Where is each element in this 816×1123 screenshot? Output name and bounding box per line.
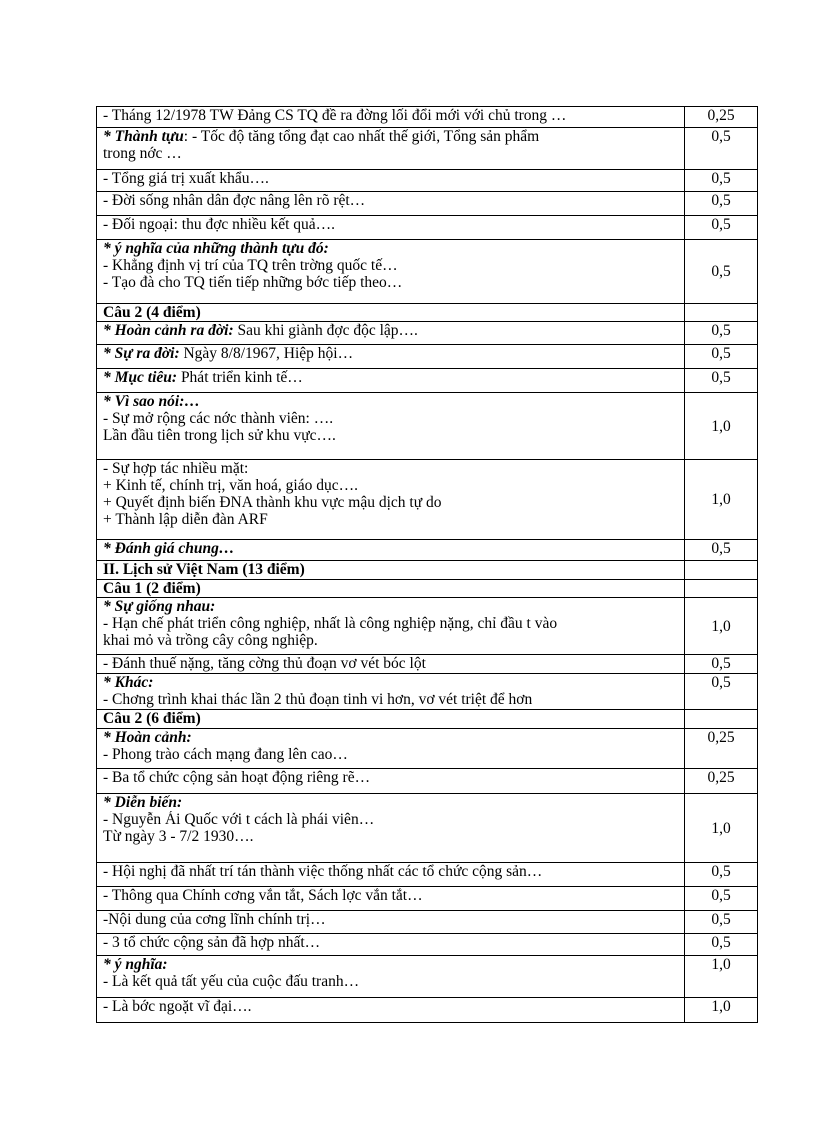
content-line: [103, 863, 678, 880]
content-line: [103, 460, 678, 477]
item-text: Từ ngày 3 - 7/2 1930….: [103, 828, 254, 845]
content-line: [103, 956, 678, 973]
content-line: [103, 691, 678, 708]
content-line: [103, 192, 678, 209]
item-text: - Tạo đà cho TQ tiến tiếp những bớc tiếp theo…: [103, 274, 403, 291]
content-line: [103, 710, 678, 727]
content-line: [103, 427, 678, 444]
content-cell: [97, 240, 685, 304]
score-cell: [685, 580, 758, 598]
section-heading: Câu 1 (2 điểm): [103, 580, 201, 597]
score-cell: 0,5: [685, 674, 758, 710]
section-heading: Câu 2 (6 điểm): [103, 710, 201, 727]
table-row: [97, 598, 758, 655]
score-cell: 0,5: [685, 170, 758, 192]
score-cell: 0,5: [685, 369, 758, 393]
content-cell: [97, 322, 685, 345]
score-cell: 0,25: [685, 729, 758, 769]
item-text: - Tháng 12/1978 TW Đảng CS TQ đề ra đờng lối đổi mới với chủ trong …: [103, 107, 567, 124]
content-cell: [97, 345, 685, 369]
table-row: [97, 863, 758, 887]
item-text: - Đối ngoại: thu đợc nhiều kết quả….: [103, 216, 336, 233]
content-cell: [97, 304, 685, 322]
score-cell: 1,0: [685, 998, 758, 1023]
content-cell: [97, 934, 685, 956]
item-text: Lần đầu tiên trong lịch sử khu vực….: [103, 427, 336, 444]
content-line: [103, 540, 678, 557]
item-text: Sau khi giành đợc độc lập….: [233, 322, 418, 339]
content-line: [103, 911, 678, 928]
item-text: trong nớc …: [103, 145, 182, 162]
table-row: [97, 240, 758, 304]
table-row: [97, 540, 758, 561]
content-line: [103, 369, 678, 386]
score-cell: 0,5: [685, 322, 758, 345]
content-cell: [97, 216, 685, 240]
content-line: [103, 170, 678, 187]
score-cell: 0,5: [685, 540, 758, 561]
content-line: [103, 511, 678, 528]
content-cell: [97, 794, 685, 863]
table-row: [97, 369, 758, 393]
content-cell: [97, 998, 685, 1023]
content-line: [103, 322, 678, 339]
item-text: + Quyết định biến ĐNA thành khu vực mậu dịch tự do: [103, 494, 442, 511]
score-cell: 0,5: [685, 240, 758, 304]
score-cell: 0,5: [685, 887, 758, 911]
grading-table: [96, 106, 758, 1023]
grading-table-body: [97, 107, 758, 1023]
item-text: - Đánh thuế nặng, tăng cờng thủ đoạn vơ vét bóc lột: [103, 655, 426, 672]
table-row: [97, 956, 758, 998]
item-text: - Tổng giá trị xuất khẩu….: [103, 170, 269, 187]
score-cell: 0,5: [685, 345, 758, 369]
table-row: [97, 170, 758, 192]
item-heading: * Thành tựu: [103, 128, 184, 145]
content-line: [103, 674, 678, 691]
content-line: [103, 811, 678, 828]
table-row: [97, 216, 758, 240]
item-text: - Phong trào cách mạng đang lên cao…: [103, 746, 348, 763]
item-text: - Hạn chế phát triển công nghiệp, nhất là công nghiệp nặng, chỉ đầu t vào: [103, 615, 558, 632]
table-row: [97, 345, 758, 369]
score-cell: 0,25: [685, 107, 758, 128]
content-cell: [97, 911, 685, 934]
content-line: [103, 794, 678, 811]
score-cell: [685, 561, 758, 580]
content-line: [103, 107, 678, 124]
table-row: [97, 710, 758, 729]
table-row: [97, 934, 758, 956]
item-text: - Ba tổ chức cộng sản hoạt động riêng rẽ…: [103, 769, 371, 786]
item-heading: * Hoàn cảnh ra đời:: [103, 322, 234, 339]
content-line: [103, 145, 678, 162]
content-cell: [97, 674, 685, 710]
content-cell: [97, 769, 685, 794]
content-line: [103, 655, 678, 672]
item-text: : - Tốc độ tăng tổng đạt cao nhất thế giới, Tổng sản phẩm: [183, 128, 540, 145]
item-text: -Nội dung của cơng lĩnh chính trị…: [103, 911, 326, 928]
content-line: [103, 494, 678, 511]
item-text: - Khẳng định vị trí của TQ trên trờng quốc tế…: [103, 257, 398, 274]
score-cell: 0,5: [685, 192, 758, 216]
item-text: - 3 tổ chức cộng sản đã hợp nhất…: [103, 934, 321, 951]
content-line: [103, 729, 678, 746]
content-line: [103, 393, 678, 410]
content-line: [103, 477, 678, 494]
item-text: khai mỏ và trồng cây công nghiệp.: [103, 632, 318, 649]
table-row: [97, 911, 758, 934]
score-cell: 0,5: [685, 128, 758, 170]
content-cell: [97, 128, 685, 170]
content-line: [103, 216, 678, 233]
table-row: [97, 580, 758, 598]
content-cell: [97, 887, 685, 911]
table-row: [97, 794, 758, 863]
content-cell: [97, 863, 685, 887]
item-text: - Đời sống nhân dân đợc nâng lên rõ rệt…: [103, 192, 366, 209]
score-cell: 0,5: [685, 911, 758, 934]
score-cell: 0,5: [685, 216, 758, 240]
content-line: [103, 998, 678, 1015]
item-text: - Hội nghị đã nhất trí tán thành việc thống nhất các tổ chức cộng sản…: [103, 863, 543, 880]
content-cell: [97, 170, 685, 192]
content-cell: [97, 580, 685, 598]
score-cell: 1,0: [685, 393, 758, 460]
content-cell: [97, 598, 685, 655]
content-line: [103, 887, 678, 904]
section-heading: Câu 2 (4 điểm): [103, 304, 201, 321]
score-cell: 1,0: [685, 956, 758, 998]
content-line: [103, 410, 678, 427]
content-cell: [97, 369, 685, 393]
table-row: [97, 674, 758, 710]
item-text: - Sự mở rộng các nớc thành viên: ….: [103, 410, 334, 427]
content-cell: [97, 729, 685, 769]
table-row: [97, 192, 758, 216]
content-cell: [97, 710, 685, 729]
content-line: [103, 632, 678, 649]
table-row: [97, 107, 758, 128]
score-cell: 0,5: [685, 863, 758, 887]
table-row: [97, 729, 758, 769]
content-cell: [97, 107, 685, 128]
score-cell: 1,0: [685, 598, 758, 655]
table-row: [97, 998, 758, 1023]
content-line: [103, 304, 678, 321]
content-line: [103, 769, 678, 786]
content-line: [103, 240, 678, 257]
item-text: Phát triển kinh tế…: [177, 369, 303, 386]
content-line: [103, 257, 678, 274]
content-cell: [97, 460, 685, 540]
item-text: - Nguyễn Ái Quốc với t cách là phái viên…: [103, 811, 375, 828]
table-row: [97, 304, 758, 322]
item-heading: * Hoàn cảnh:: [103, 729, 192, 746]
content-cell: [97, 192, 685, 216]
content-line: [103, 274, 678, 291]
content-line: [103, 580, 678, 597]
content-line: [103, 561, 678, 578]
item-text: - Sự hợp tác nhiều mặt:: [103, 460, 249, 477]
item-heading: * Vì sao nói:…: [103, 393, 200, 410]
item-heading: * Mục tiêu:: [103, 369, 178, 386]
item-heading: * Đánh giá chung…: [103, 540, 235, 557]
score-cell: 0,5: [685, 934, 758, 956]
item-heading: * ý nghĩa:: [103, 956, 168, 973]
content-line: [103, 128, 678, 145]
score-cell: 1,0: [685, 460, 758, 540]
content-cell: [97, 540, 685, 561]
item-heading: * Diễn biến:: [103, 794, 183, 811]
item-text: + Thành lập diễn đàn ARF: [103, 511, 268, 528]
content-line: [103, 345, 678, 362]
item-text: - Thông qua Chính cơng vắn tắt, Sách lợc vắn tắt…: [103, 887, 423, 904]
content-line: [103, 615, 678, 632]
item-text: - Là kết quả tất yếu của cuộc đấu tranh…: [103, 973, 360, 990]
item-heading: * Khác:: [103, 674, 154, 691]
section-heading: II. Lịch sử Việt Nam (13 điểm): [103, 561, 305, 578]
content-cell: [97, 393, 685, 460]
content-line: [103, 828, 678, 845]
table-row: [97, 769, 758, 794]
item-text: Ngày 8/8/1967, Hiệp hội…: [179, 345, 354, 362]
content-cell: [97, 655, 685, 674]
table-row: [97, 460, 758, 540]
score-cell: [685, 304, 758, 322]
item-heading: * Sự ra đời:: [103, 345, 180, 362]
content-line: [103, 598, 678, 615]
content-line: [103, 973, 678, 990]
item-text: - Chơng trình khai thác lần 2 thủ đoạn tinh vi hơn, vơ vét triệt để hơn: [103, 691, 533, 708]
content-cell: [97, 561, 685, 580]
table-row: [97, 393, 758, 460]
item-heading: * ý nghĩa của những thành tựu đó:: [103, 240, 329, 257]
item-heading: * Sự giống nhau:: [103, 598, 216, 615]
score-cell: 0,5: [685, 655, 758, 674]
score-cell: 1,0: [685, 794, 758, 863]
table-row: [97, 561, 758, 580]
table-row: [97, 128, 758, 170]
content-line: [103, 934, 678, 951]
content-cell: [97, 956, 685, 998]
table-row: [97, 887, 758, 911]
score-cell: [685, 710, 758, 729]
content-line: [103, 746, 678, 763]
score-cell: 0,25: [685, 769, 758, 794]
item-text: + Kinh tế, chính trị, văn hoá, giáo dục….: [103, 477, 358, 494]
item-text: - Là bớc ngoặt vĩ đại….: [103, 998, 252, 1015]
table-row: [97, 655, 758, 674]
table-row: [97, 322, 758, 345]
